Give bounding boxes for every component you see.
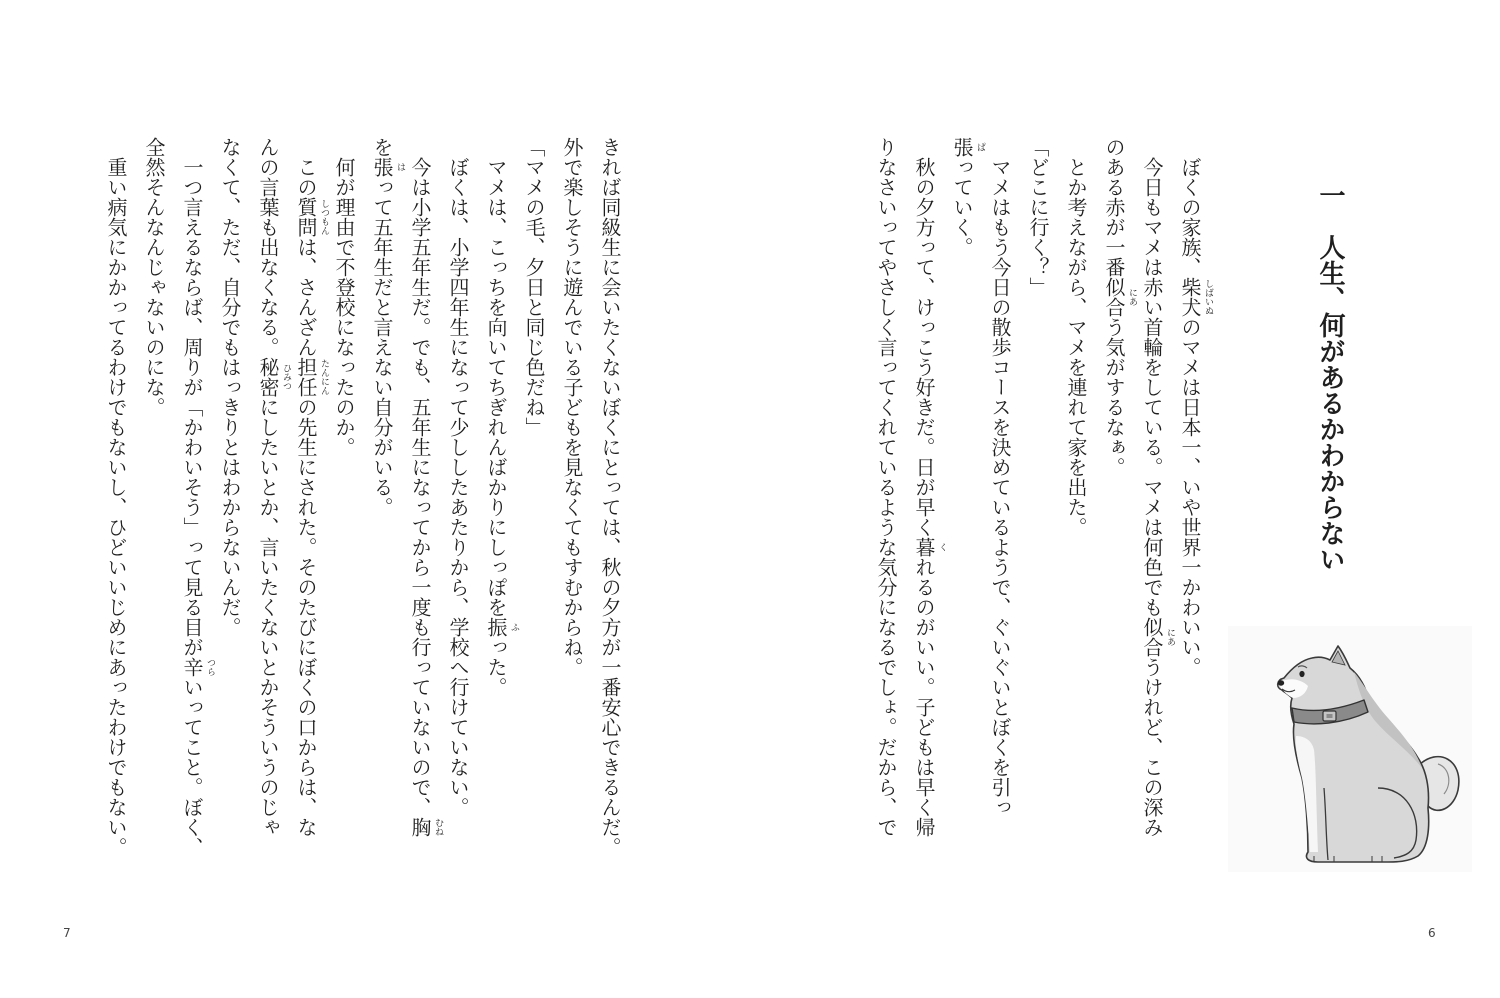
text-run: りなさいってやさしく言ってくれているような気分になるでしょ。だから、で <box>874 137 898 837</box>
text-run: 「マメの毛、夕日と同じ色だね」 <box>522 137 546 437</box>
text-column <box>484 137 519 861</box>
text-column <box>256 137 291 861</box>
ruby-base: 暮 <box>912 537 936 557</box>
text-run: のマメは日本一、いや世界一かわいい。 <box>1178 317 1202 677</box>
text-column <box>180 137 215 861</box>
chapter-number: 一 <box>1316 182 1346 208</box>
text-run: 今日もマメは赤い首輪をしている。マメは何色でも <box>1140 137 1164 617</box>
text-run: いってこと。ぼく、 <box>180 677 204 857</box>
ruby-annotation: ふ <box>509 622 519 632</box>
text-run: この <box>294 137 318 197</box>
text-run: 一つ言えるならば、周りが「かわいそう」って見る目が <box>180 137 204 657</box>
ruby-group <box>950 137 985 157</box>
ruby-annotation: むね <box>433 818 443 836</box>
ruby-annotation: は <box>395 162 405 172</box>
text-column <box>600 137 620 861</box>
text-run: っていく。 <box>950 157 974 257</box>
text-column <box>334 137 354 861</box>
text-column <box>1178 137 1213 861</box>
text-run: きれば同級生に会いたくないぼくにとっては、秋の夕方が一番安心できるんだ。 <box>598 137 622 857</box>
ruby-base: 似合 <box>1102 277 1126 317</box>
ruby-base: 張 <box>950 137 974 157</box>
text-column <box>408 137 443 861</box>
ruby-base: 胸 <box>408 817 432 837</box>
ruby-annotation: にあ <box>1165 628 1175 646</box>
ruby-annotation: つら <box>205 658 215 676</box>
text-run: なくて、ただ、自分でもはっきりとはわからないんだ。 <box>218 137 242 637</box>
ruby-group <box>1178 277 1213 317</box>
text-run: 重い病気にかかってるわけでもないし、ひどいいじめにあったわけでもない。 <box>104 137 128 857</box>
ruby-group <box>294 197 329 237</box>
ruby-annotation: ひみつ <box>281 363 291 391</box>
right-page <box>750 0 1500 998</box>
ruby-annotation: たんにん <box>319 359 329 395</box>
ruby-group <box>408 817 443 837</box>
text-column <box>876 137 896 861</box>
text-run: うけれど、この深み <box>1140 657 1164 837</box>
text-run: 外で楽しそうに遊んでいる子どもを見なくてもすむからね。 <box>560 137 584 677</box>
text-column <box>1066 137 1086 861</box>
text-column <box>106 137 126 861</box>
ruby-base: 柴犬 <box>1178 277 1202 317</box>
dog-eye <box>1299 671 1304 677</box>
text-run: ぼくは、小学四年生になって少ししたあたりから、学校へ行けていない。 <box>446 137 470 817</box>
text-run: を <box>370 137 394 157</box>
ruby-annotation: しつもん <box>319 199 329 235</box>
page-number: 7 <box>63 926 71 940</box>
ruby-base: 担任 <box>294 357 318 397</box>
ruby-annotation: にあ <box>1127 288 1137 306</box>
ruby-group <box>484 617 519 637</box>
dog-nose <box>1278 680 1284 685</box>
text-run: マメはもう今日の散歩コースを決めているようで、ぐいぐいとぼくを引っ <box>988 137 1012 817</box>
shiba-dog-illustration <box>1268 638 1468 870</box>
text-run: 何が理由で不登校になったのか。 <box>332 137 356 457</box>
text-column <box>448 137 468 861</box>
text-run: れるのがいい。子どもは早く帰 <box>912 557 936 837</box>
text-column <box>912 137 947 861</box>
text-column <box>144 137 164 861</box>
ruby-group <box>1102 277 1137 317</box>
ruby-base: 張 <box>370 157 394 177</box>
text-run: は、さんざん <box>294 237 318 357</box>
dog-collar-buckle-hole <box>1327 714 1333 718</box>
text-run: った。 <box>484 637 508 697</box>
ruby-base: 振 <box>484 617 508 637</box>
text-run: の先生にされた。そのたびにぼくの口からは、な <box>294 397 318 837</box>
text-column <box>562 137 582 861</box>
text-column <box>1140 137 1175 861</box>
text-column <box>220 137 240 861</box>
text-run: ぼくの家族、 <box>1178 137 1202 277</box>
text-run: 全然そんなんじゃないのにな。 <box>142 137 166 417</box>
ruby-base: 似合 <box>1140 617 1164 657</box>
text-run: んの言葉も出なくなる。 <box>256 137 280 357</box>
page-number: 6 <box>1428 926 1436 940</box>
text-column <box>950 137 985 861</box>
ruby-annotation: く <box>937 542 947 552</box>
text-run: のある赤が一番 <box>1102 137 1126 277</box>
text-run: う気がするなぁ。 <box>1102 317 1126 477</box>
text-run: にしたいとか、言いたくないとかそういうのじゃ <box>256 397 280 837</box>
text-column <box>1028 137 1048 861</box>
ruby-annotation: しばいぬ <box>1203 279 1213 315</box>
ruby-annotation: ぱ <box>975 142 985 152</box>
ruby-base: 質問 <box>294 197 318 237</box>
text-run: 今は小学五年生だ。でも、五年生になってから一度も行っていないので、 <box>408 137 432 817</box>
text-column <box>1102 137 1137 861</box>
text-column <box>990 137 1010 861</box>
ruby-group <box>294 357 329 397</box>
ruby-group <box>912 537 947 557</box>
text-run: マメは、こっちを向いてちぎれんばかりにしっぽを <box>484 137 508 617</box>
ruby-base: 秘密 <box>256 357 280 397</box>
ruby-group <box>370 157 405 177</box>
ruby-base: 辛 <box>180 657 204 677</box>
ruby-group <box>180 657 215 677</box>
text-column <box>524 137 544 861</box>
text-column <box>370 137 405 861</box>
chapter-title: 人生、何があるかわからない <box>1316 234 1346 572</box>
ruby-group <box>256 357 291 397</box>
text-run: 「どこに行く？」 <box>1026 137 1050 297</box>
text-run: とか考えながら、マメを連れて家を出た。 <box>1064 137 1088 537</box>
text-run: って五年生だと言えない自分がいる。 <box>370 177 394 517</box>
ruby-group <box>1140 617 1175 657</box>
text-run: 秋の夕方って、けっこう好きだ。日が早く <box>912 137 936 537</box>
text-column <box>294 137 329 861</box>
